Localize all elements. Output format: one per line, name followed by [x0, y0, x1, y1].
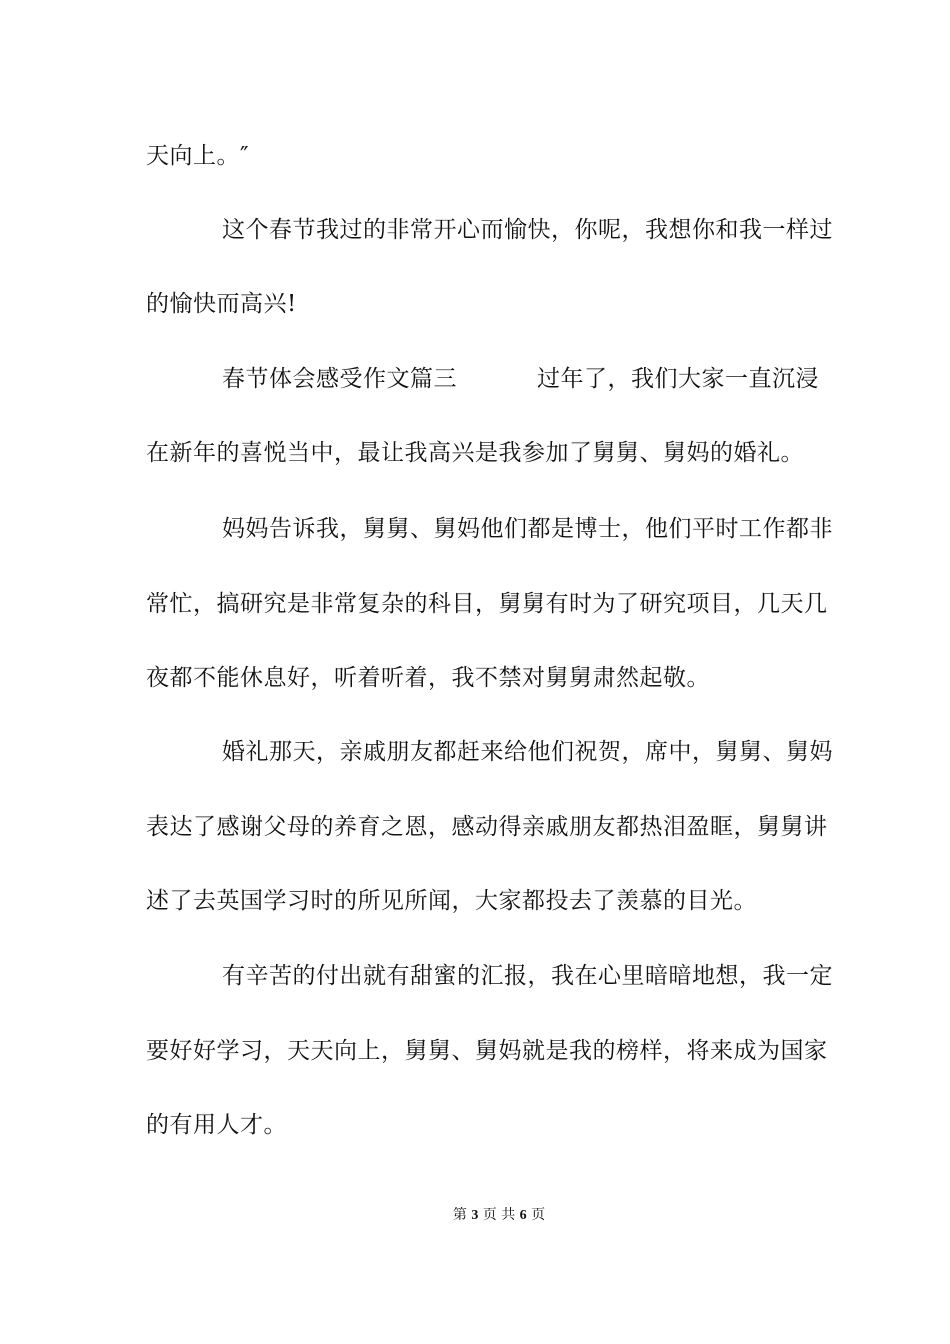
text-line: 天向上。″: [146, 143, 250, 169]
text-line: 夜都不能休息好，听着听着，我不禁对舅舅肃然起敬。: [146, 665, 710, 691]
footer-middle: 页 共: [482, 1207, 516, 1223]
page-footer: [0, 1205, 950, 1226]
footer-prefix: 第: [452, 1207, 467, 1223]
total-pages-number: 6: [519, 1208, 527, 1223]
text-line: 有辛苦的付出就有甜蜜的汇报，我在心里暗暗地想，我一定: [222, 963, 833, 989]
text-line: 在新年的喜悦当中，最让我高兴是我参加了舅舅、舅妈的婚礼。: [146, 440, 804, 466]
text-line: 常忙，搞研究是非常复杂的科目，舅舅有时为了研究项目，几天几: [146, 591, 828, 617]
text-line: 述了去英国学习时的所见所闻，大家都投去了羡慕的目光。: [146, 888, 757, 914]
section-heading: 春节体会感受作文篇三: [222, 366, 457, 392]
text-line: 要好好学习，天天向上，舅舅、舅妈就是我的榜样，将来成为国家: [146, 1038, 828, 1064]
text-line: 的有用人才。: [146, 1112, 287, 1138]
footer-suffix: 页: [531, 1207, 546, 1223]
text-line: 的愉快而高兴!: [146, 291, 297, 317]
text-line: 这个春节我过的非常开心而愉快，你呢，我想你和我一样过: [222, 217, 833, 243]
text-line: 妈妈告诉我，舅舅、舅妈他们都是博士，他们平时工作都非: [222, 516, 833, 542]
text-line: 过年了，我们大家一直沉浸: [537, 366, 819, 392]
text-line: 表达了感谢父母的养育之恩，感动得亲戚朋友都热泪盈眶，舅舅讲: [146, 814, 828, 840]
text-line: 婚礼那天，亲戚朋友都赶来给他们祝贺，席中，舅舅、舅妈: [222, 739, 833, 765]
section-heading-line: [222, 364, 819, 394]
current-page-number: 3: [471, 1208, 479, 1223]
